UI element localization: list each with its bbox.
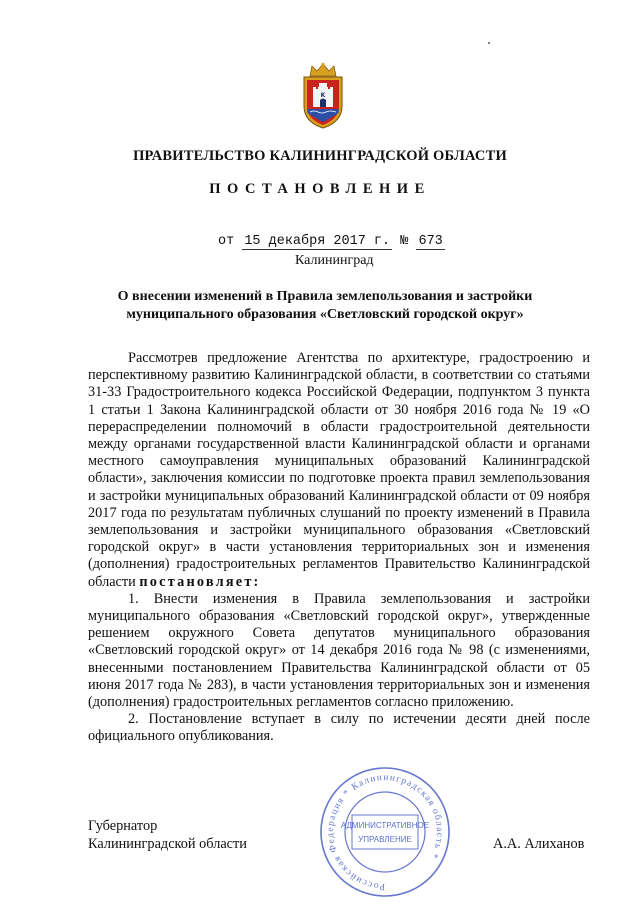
document-subject: О внесении изменений в Правила землепользования и застройки муниципального образования «Светловский городской округ» [117,289,533,322]
official-stamp [310,766,460,902]
coat-of-arms-emblem [298,62,348,130]
signer-name: А.А. Алиханов [493,836,585,852]
stamp-inner-line-2: УПРАВЛЕНИЕ [358,835,412,844]
preamble-text: Рассмотрев предложение Агентства по архитектуре, градостроению и перспективному развитию Калининградской области, в соответствии со статьями 31-33 Градостроительного кодекса Российской Федерации, подпунктом 3 пункта 1 статьи 1 Закона Калининградской области от 30 ноября 2016 года № 19 «О перераспределении полномочий в области градостроительной деятельности между органами государственной власти Калининградской области и органами местного самоуправления муниципальных образований Калининградской области», заключения комиссии по подготовке проекта правил землепользования и застройки муниципальных образований Калининградской области от 09 ноября 2017 года по результатам публичных слушаний по проекту изменений в Правила землепользования и застройки муниципального образования «Светловский городской округ» в части установления территориальных зон и изменения (дополнения) градостроительных регламентов Правительство Калининградской области [88,350,590,590]
decree-word: постановляет: [139,573,261,590]
number-prefix: № [400,234,409,249]
city-name: Калининград [295,253,374,268]
stamp-inner-line-1: АДМИНИСТРАТИВНОЕ [340,821,430,830]
signer-position-line-1: Губернатор [88,818,158,834]
document-number: 673 [418,234,443,249]
signer-position [88,817,247,853]
document-type: ПОСТАНОВЛЕНИЕ [209,181,431,197]
preamble-paragraph [88,350,590,591]
date-prefix: от [218,234,235,249]
signer-position-line-2: Калининградской области [88,836,247,852]
scan-speck [488,42,490,44]
svg-text:Российская Федерация * Калинин [326,773,444,891]
item-1-paragraph: 1. Внести изменения в Правила землепользования и застройки муниципального образования «Светловский городской округ», утвержденные решением окружного Совета депутатов муниципального образования «Светловский городской округ» от 14 декабря 2016 года № 98 (с изменениями, внесенными постановлением Правительства Калининградской области от 05 июня 2017 года № 283), в части установления территориальных зон и изменения (дополнения) градостроительных регламентов согласно приложению. [88,590,590,711]
date-number-line [218,234,445,249]
stamp-outer-text: Российская Федерация * Калининградская область * [325,772,445,892]
item-2-paragraph: 2. Постановление вступает в силу по истечении десяти дней после официального опубликования. [88,711,590,745]
document-date: 15 декабря 2017 г. [244,234,391,249]
document-body [88,350,590,746]
government-title: ПРАВИТЕЛЬСТВО КАЛИНИНГРАДСКОЙ ОБЛАСТИ [133,148,507,164]
svg-text:K: K [320,92,326,99]
